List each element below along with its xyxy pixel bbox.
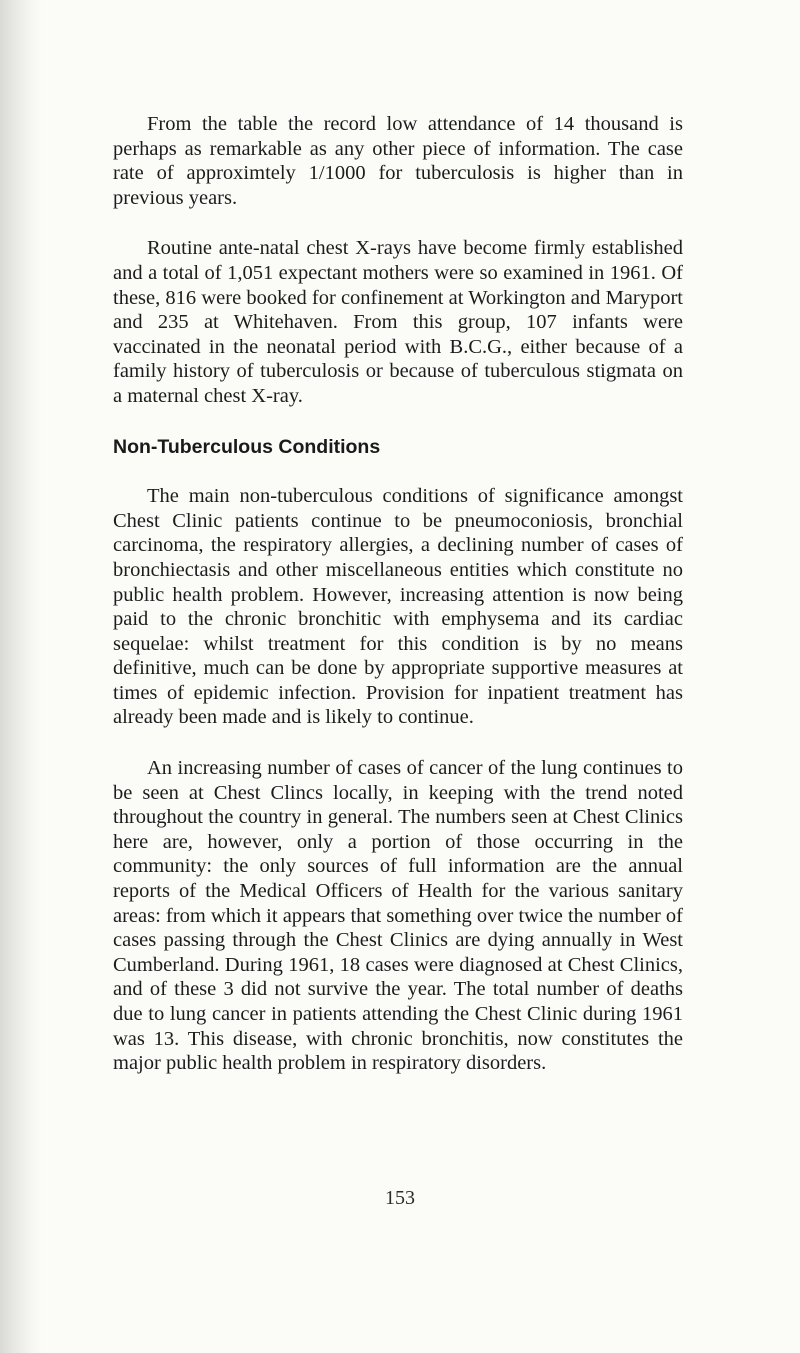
page-number: 153	[385, 1187, 415, 1209]
paragraph-ante-natal-xrays: Routine ante-natal chest X-rays have become firmly established and a total of 1,051 expectant mothers were so examined in 1961. Of these, 816 were booked for confinement at Workington and Maryport and 235 at Whitehaven. From this group, 107 infants were vaccinated in the neonatal period with B.C.G., either because of a family history of tuberculosis or because of tuberculous stigmata on a maternal chest X-ray.	[113, 237, 683, 407]
paragraph-non-tuberculous-conditions: The main non-tuberculous conditions of significance amongst Chest Clinic patients continue to be pneumoconiosis, bronchial carcinoma, the respiratory allergies, a declining number of cases of bronchiectasis and other miscellaneous entities which constitute no public health problem. However, increasing attention is now being paid to the chronic bronchitic with emphysema and its cardiac sequelae: whilst treatment for this condition is by no means definitive, much can be done by appropriate supportive measures at times of epidemic infection. Provision for inpatient treatment has already been made and is likely to continue.	[113, 485, 683, 729]
section-heading: Non-Tuberculous Conditions	[113, 435, 381, 458]
body-text	[113, 112, 683, 1102]
paragraph-record-attendance: From the table the record low attendance of 14 thousand is perhaps as remarkable as any other piece of information. The case rate of approximtely 1/1000 for tuberculosis is higher than in previous years.	[113, 113, 683, 209]
paragraph-lung-cancer: An increasing number of cases of cancer of the lung continues to be seen at Chest Clincs locally, in keeping with the trend noted throughout the country in general. The numbers seen at Chest Clinics here are, however, only a portion of those occurring in the community: the only sources of full information are the annual reports of the Medical Officers of Health for the various sanitary areas: from which it appears that something over twice the number of cases passing through the Chest Clinics are dying annually in West Cumberland. During 1961, 18 cases were diagnosed at Chest Clinics, and of these 3 did not survive the year. The total number of deaths due to lung cancer in patients attending the Chest Clinic during 1961 was 13. This disease, with chronic bronchitis, now constitutes the major public health problem in respiratory disorders.	[113, 757, 683, 1075]
scan-edge-shadow	[0, 0, 42, 1353]
